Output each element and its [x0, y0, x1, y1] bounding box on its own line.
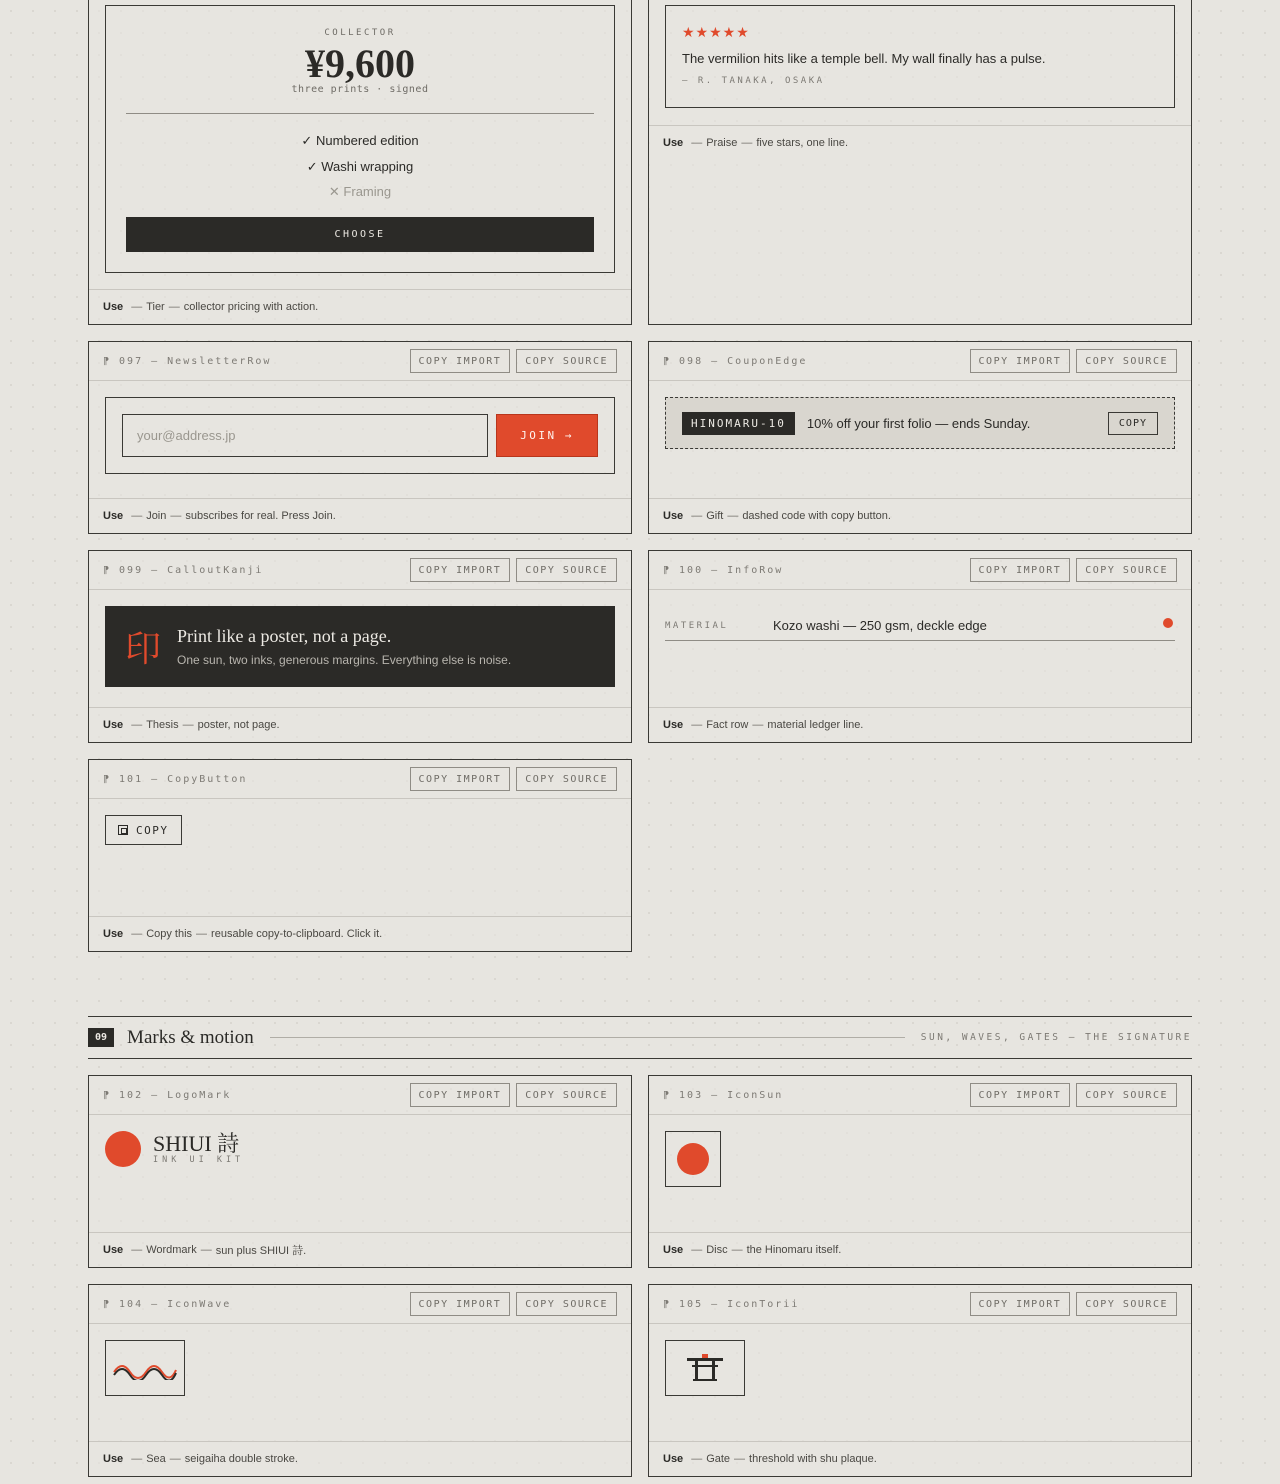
coupon-card	[648, 341, 1192, 534]
newsletter-card	[88, 341, 632, 534]
card-header	[89, 760, 631, 799]
usage-note: Use — Fact row — material ledger line.	[649, 707, 1191, 742]
info-row	[665, 611, 1175, 641]
praise-author: — R. TANAKA, OSAKA	[682, 76, 825, 86]
icon-tile	[105, 1340, 185, 1396]
icon-tile	[665, 1131, 721, 1187]
card-header	[89, 342, 631, 381]
copy-source-button[interactable]: COPY SOURCE	[516, 349, 617, 373]
usage-note: Use — Praise — five stars, one line.	[649, 125, 1191, 160]
coupon-code: HINOMARU-10	[682, 412, 795, 435]
tier-price: ¥9,600	[305, 41, 415, 86]
component-id: ⁋ 097 — NewsletterRow	[103, 355, 272, 367]
copy-source-button[interactable]: COPY SOURCE	[516, 558, 617, 582]
card-header	[649, 1076, 1191, 1115]
section-tagline: SUN, WAVES, GATES — THE SIGNATURE	[920, 1032, 1192, 1043]
choose-button[interactable]: CHOOSE	[126, 217, 594, 252]
info-label: MATERIAL	[665, 620, 729, 631]
coupon-edge	[665, 397, 1175, 449]
usage-note: Use — Thesis — poster, not page.	[89, 707, 631, 742]
copy-source-button[interactable]: COPY SOURCE	[1076, 1083, 1177, 1107]
iconsun-card	[648, 1075, 1192, 1268]
email-input[interactable]	[122, 414, 488, 457]
star-rating: ★★★★★	[682, 24, 750, 40]
praise-card	[648, 0, 1192, 325]
wordmark: SHIUI 詩	[153, 1131, 240, 1156]
usage-note: Use — Gift — dashed code with copy button.	[649, 498, 1191, 533]
usage-note: Use — Copy this — reusable copy-to-clipboard. Click it.	[89, 916, 631, 951]
iconwave-card	[88, 1284, 632, 1477]
accent-dot-icon	[1163, 618, 1173, 628]
component-id: ⁋ 098 — CouponEdge	[663, 355, 808, 367]
callout-title: Print like a poster, not a page.	[177, 626, 392, 646]
divider	[270, 1037, 905, 1038]
copy-source-button[interactable]: COPY SOURCE	[1076, 558, 1177, 582]
usage-note: Use — Sea — seigaiha double stroke.	[89, 1441, 631, 1476]
component-id: ⁋ 103 — IconSun	[663, 1089, 784, 1101]
section-header	[88, 1016, 1192, 1059]
usage-note: Use — Tier — collector pricing with action.	[89, 289, 631, 324]
card-header	[649, 342, 1191, 381]
logomark-card	[88, 1075, 632, 1268]
copybutton-card	[88, 759, 632, 952]
sun-icon	[105, 1131, 141, 1167]
component-id: ⁋ 105 — IconTorii	[663, 1298, 800, 1310]
copy-import-button[interactable]: COPY IMPORT	[410, 349, 511, 373]
card-header	[649, 1285, 1191, 1324]
logo-mark	[105, 1131, 244, 1167]
card-header	[649, 551, 1191, 590]
copy-import-button[interactable]: COPY IMPORT	[410, 1292, 511, 1316]
tier-subtitle: three prints · signed	[291, 84, 429, 95]
copy-import-button[interactable]: COPY IMPORT	[410, 1083, 511, 1107]
praise-quote: The vermilion hits like a temple bell. My wall finally has a pulse.	[682, 51, 1046, 66]
usage-note: Use — Join — subscribes for real. Press Join.	[89, 498, 631, 533]
component-id: ⁋ 104 — IconWave	[103, 1298, 232, 1310]
arrow-right-icon: →	[564, 429, 574, 442]
feature-item: ✓ Washi wrapping	[306, 158, 414, 174]
copy-button[interactable]: COPY	[105, 815, 182, 845]
copy-source-button[interactable]: COPY SOURCE	[1076, 349, 1177, 373]
wave-icon	[112, 1356, 178, 1380]
section-number: 09	[88, 1028, 114, 1047]
copy-import-button[interactable]: COPY IMPORT	[410, 558, 511, 582]
tier-card	[88, 0, 632, 325]
copy-source-button[interactable]: COPY SOURCE	[516, 767, 617, 791]
copy-import-button[interactable]: COPY IMPORT	[410, 767, 511, 791]
copy-import-button[interactable]: COPY IMPORT	[970, 1083, 1071, 1107]
info-value: Kozo washi — 250 gsm, deckle edge	[773, 618, 987, 633]
feature-item: ✓ Numbered edition	[301, 133, 419, 148]
wordmark-subtitle: INK UI KIT	[153, 1155, 245, 1165]
inforow-card	[648, 550, 1192, 743]
card-header	[89, 551, 631, 590]
usage-note: Use — Gate — threshold with shu plaque.	[649, 1441, 1191, 1476]
component-id: ⁋ 102 — LogoMark	[103, 1089, 232, 1101]
copy-source-button[interactable]: COPY SOURCE	[516, 1292, 617, 1316]
tier-panel	[105, 5, 615, 273]
card-header	[89, 1076, 631, 1115]
component-id: ⁋ 099 — CalloutKanji	[103, 564, 264, 576]
card-header	[89, 1285, 631, 1324]
copy-import-button[interactable]: COPY IMPORT	[970, 558, 1071, 582]
copy-import-button[interactable]: COPY IMPORT	[970, 349, 1071, 373]
icon-tile	[665, 1340, 745, 1396]
usage-note: Use — Disc — the Hinomaru itself.	[649, 1232, 1191, 1267]
check-icon: ✓	[301, 133, 313, 148]
feature-item-disabled: ✕ Framing	[328, 184, 392, 199]
usage-note: Use — Wordmark — sun plus SHIUI 詩.	[89, 1232, 631, 1267]
section-title: Marks & motion	[127, 1026, 254, 1048]
sun-icon	[677, 1143, 709, 1175]
praise-panel	[665, 5, 1175, 108]
copy-icon	[118, 825, 128, 835]
callout-card	[88, 550, 632, 743]
tier-features	[106, 128, 614, 205]
torii-icon	[685, 1353, 725, 1383]
newsletter-row	[105, 397, 615, 474]
coupon-text: 10% off your first folio — ends Sunday.	[806, 415, 1031, 431]
tier-label: COLLECTOR	[324, 28, 396, 38]
seal-kanji-icon: 印	[125, 629, 162, 670]
component-id: ⁋ 100 — InfoRow	[663, 564, 784, 576]
divider	[126, 113, 594, 114]
copy-import-button[interactable]: COPY IMPORT	[970, 1292, 1071, 1316]
join-button[interactable]: JOIN →	[496, 414, 598, 457]
component-id: ⁋ 101 — CopyButton	[103, 773, 248, 785]
coupon-copy-button[interactable]: COPY	[1108, 412, 1158, 435]
cross-icon: ✕	[328, 184, 340, 199]
copy-source-button[interactable]: COPY SOURCE	[1076, 1292, 1177, 1316]
callout-kanji	[105, 606, 615, 687]
copy-source-button[interactable]: COPY SOURCE	[516, 1083, 617, 1107]
icontorii-card	[648, 1284, 1192, 1477]
callout-subtitle: One sun, two inks, generous margins. Everything else is noise.	[177, 653, 512, 667]
check-icon: ✓	[306, 158, 318, 174]
